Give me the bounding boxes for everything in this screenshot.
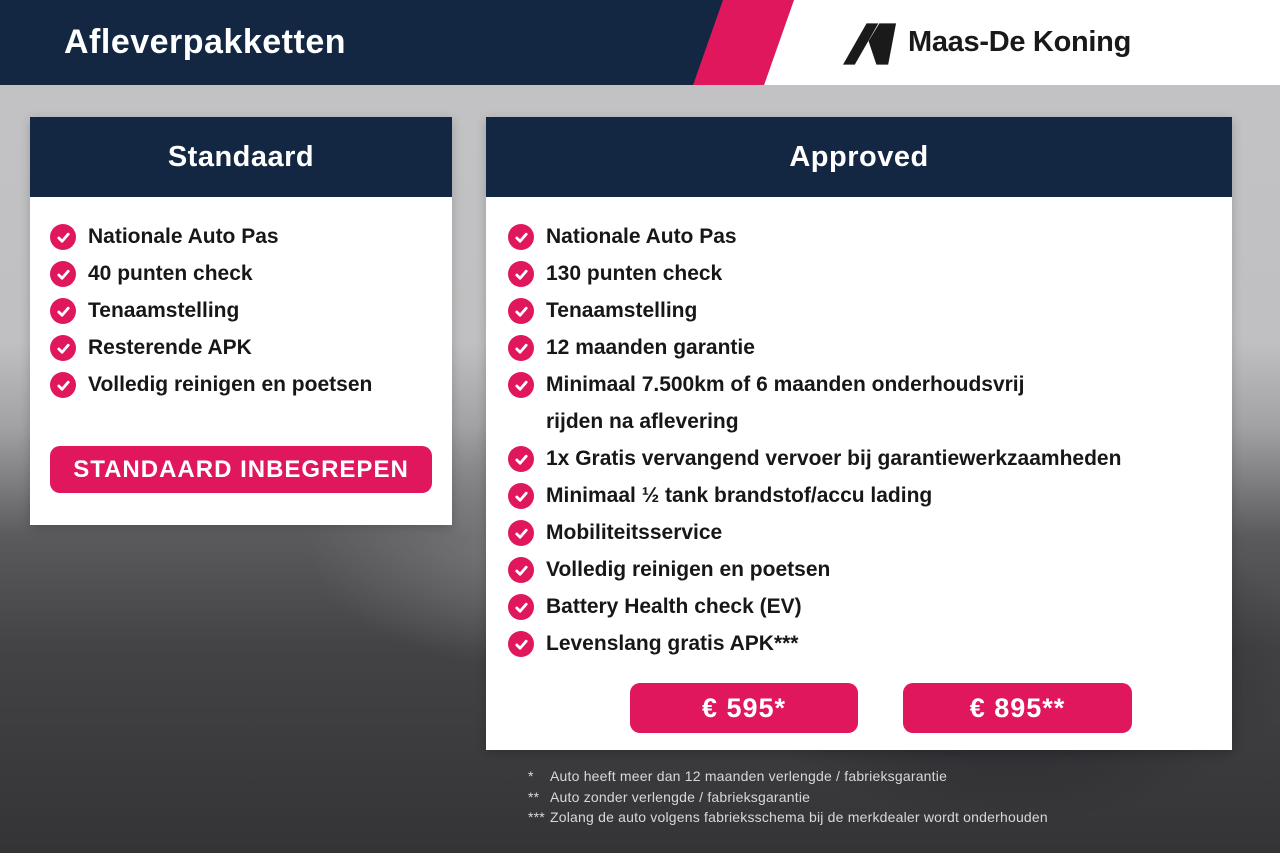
check-item-label: 12 maanden garantie (546, 336, 755, 359)
check-icon (508, 372, 534, 398)
checkmark-glyph (514, 489, 529, 504)
check-item (508, 594, 1232, 620)
check-item (50, 261, 452, 287)
check-item-label: Minimaal ½ tank brandstof/accu lading (546, 484, 933, 507)
check-icon (508, 631, 534, 657)
check-icon (50, 372, 76, 398)
price-button-895[interactable]: € 895** (903, 683, 1132, 733)
footnote-marker: * (528, 768, 534, 784)
check-icon (50, 261, 76, 287)
check-icon (508, 557, 534, 583)
checkmark-glyph (514, 637, 529, 652)
check-item-label: 40 punten check (88, 262, 253, 285)
check-icon (508, 335, 534, 361)
checkmark-glyph (514, 526, 529, 541)
check-item (50, 335, 452, 361)
top-header-bar (0, 0, 1280, 85)
standaard-inbegrepen-button[interactable]: STANDAARD INBEGREPEN (50, 446, 432, 493)
checkmark-glyph (56, 378, 71, 393)
check-item-label: Levenslang gratis APK*** (546, 632, 799, 655)
check-item (508, 261, 1232, 287)
check-icon (508, 520, 534, 546)
footnote (528, 787, 1048, 808)
check-item (50, 224, 452, 250)
footnote (528, 807, 1048, 828)
check-item (508, 557, 1232, 583)
card-approved (486, 117, 1232, 750)
check-icon (508, 446, 534, 472)
checkmark-glyph (56, 304, 71, 319)
page-title: Afleverpakketten (64, 23, 347, 61)
check-item (508, 520, 1232, 546)
check-item-label: Volledig reinigen en poetsen (88, 373, 373, 396)
maas-de-koning-logo-icon (843, 20, 898, 66)
check-item-label: Resterende APK (88, 336, 252, 359)
standaard-checklist (30, 197, 452, 398)
check-item-label: Nationale Auto Pas (546, 225, 737, 248)
footnotes (528, 766, 1048, 828)
checkmark-glyph (514, 230, 529, 245)
check-item-label: Minimaal 7.500km of 6 maanden onderhoudsvrij (546, 373, 1025, 396)
check-item (508, 446, 1232, 472)
check-icon (50, 298, 76, 324)
brand-name: Maas-De Koning (908, 26, 1131, 58)
check-item (50, 298, 452, 324)
checkmark-glyph (514, 563, 529, 578)
checkmark-glyph (514, 452, 529, 467)
checkmark-glyph (514, 267, 529, 282)
checkmark-glyph (514, 304, 529, 319)
footnote-marker: *** (528, 809, 545, 825)
footnote-marker: ** (528, 788, 540, 805)
check-item-label: Volledig reinigen en poetsen (546, 558, 831, 581)
check-item-label: Tenaamstelling (88, 299, 240, 322)
check-item-label: 1x Gratis vervangend vervoer bij garantiewerkzaamheden (546, 447, 1122, 470)
approved-checklist (486, 197, 1232, 657)
check-icon (508, 224, 534, 250)
check-item (508, 483, 1232, 509)
check-icon (50, 335, 76, 361)
check-icon (508, 594, 534, 620)
check-item-label: Nationale Auto Pas (88, 225, 279, 248)
check-item (508, 372, 1232, 435)
footnote-text: Auto zonder verlengde / fabrieksgarantie (550, 788, 811, 805)
card-standaard (30, 117, 452, 525)
check-item (508, 298, 1232, 324)
price-button-595[interactable]: € 595* (630, 683, 858, 733)
card-approved-title: Approved (486, 117, 1232, 197)
check-item-label: 130 punten check (546, 262, 723, 285)
check-item (50, 372, 452, 398)
check-icon (50, 224, 76, 250)
footnote-text: Zolang de auto volgens fabrieksschema bij de merkdealer wordt onderhouden (550, 809, 1048, 825)
check-icon (508, 298, 534, 324)
card-standaard-title: Standaard (30, 117, 452, 197)
check-item-label: rijden na aflevering (546, 410, 739, 433)
checkmark-glyph (56, 230, 71, 245)
checkmark-glyph (56, 341, 71, 356)
checkmark-glyph (514, 600, 529, 615)
check-icon (508, 483, 534, 509)
checkmark-glyph (514, 341, 529, 356)
footnote (528, 766, 1048, 787)
brand-logo (843, 0, 1131, 85)
check-item (508, 631, 1232, 657)
check-item-label: Tenaamstelling (546, 299, 698, 322)
check-item (508, 335, 1232, 361)
checkmark-glyph (514, 378, 529, 393)
check-icon (508, 261, 534, 287)
checkmark-glyph (56, 267, 71, 282)
check-item-label: Mobiliteitsservice (546, 521, 723, 544)
footnote-text: Auto heeft meer dan 12 maanden verlengde / fabrieksgarantie (550, 768, 948, 784)
check-item-label: Battery Health check (EV) (546, 595, 802, 618)
check-item (508, 224, 1232, 250)
